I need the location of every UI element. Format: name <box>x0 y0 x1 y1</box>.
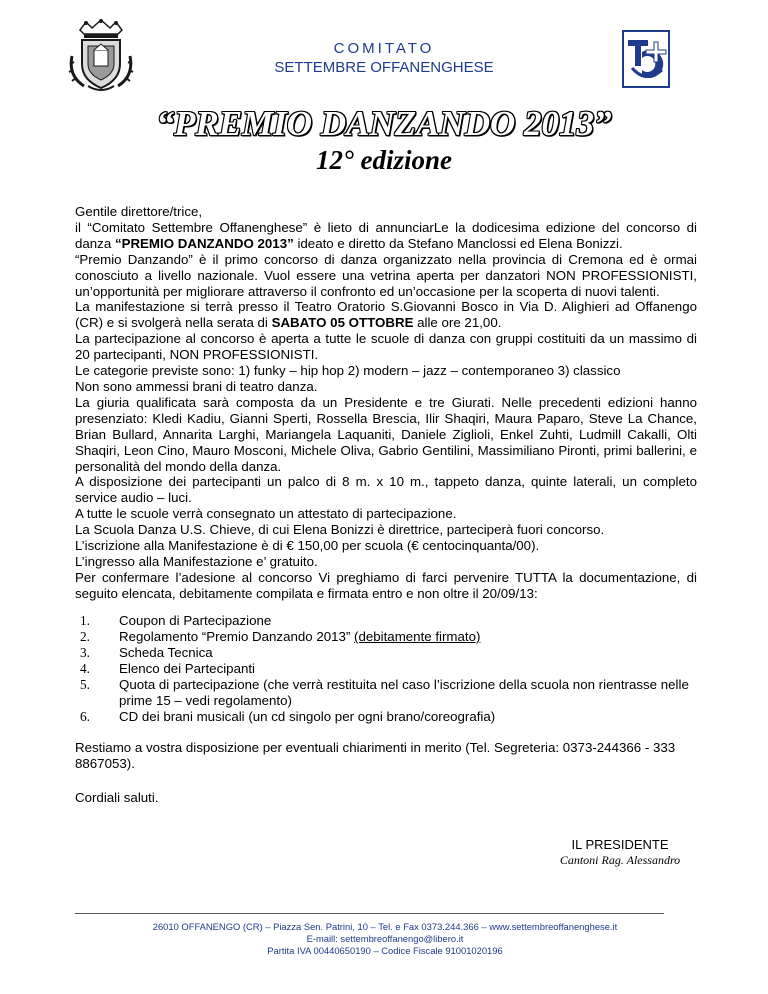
paragraph-categories: Le categorie previste sono: 1) funky – hip hop 2) modern – jazz – contemporaneo 3) classico <box>75 363 621 379</box>
footer-email: E-maill: settembreoffanengo@libero.it <box>306 933 464 944</box>
paragraph-jury: La giuria qualificata sarà composta da un Presidente e tre Giurati. Nelle precedenti edizioni hanno presenziato: Kledi Kadiu, Gianni Sperti, Rossella Brescia, Ilir Shaqiri, Maura Paparo, Steve La Chance, Brian Bullard, Annarita Larghi, Mariangela Laquaniti, Daniele Ziglioli, Enkel Zuhti, Ludmill Cakalli, Olti Shaqiri, Leon Cino, Mauro Mosconi, Michele Oliva, Gabrio Gentilini, Massimiliano Pironti, primi ballerini, e personalità del mondo della danza. <box>75 394 697 474</box>
venue-text-end: alle ore 21,00. <box>413 315 502 331</box>
footer-divider <box>75 913 664 914</box>
paragraph-exclusions: Non sono ammessi brani di teatro danza. <box>75 378 318 394</box>
paragraph-confirmation: Per confermare l’adesione al concorso Vi preghiamo di farci pervenire TUTTA la documentazione, di seguito elencata, debitamente compilata e firmata entro e non oltre il 20/09/13: <box>75 569 697 601</box>
signature-role: IL PRESIDENTE <box>571 837 669 852</box>
list-item-number: 5. <box>80 677 90 692</box>
paragraph-entry: L’ingresso alla Manifestazione e’ gratuito. <box>75 553 318 569</box>
event-date: SABATO 05 OTTOBRE <box>271 315 414 331</box>
paragraph-stage: A disposizione dei partecipanti un palco di 8 m. x 10 m., tappeto danza, quinte laterali, un completo service audio – luci. <box>75 474 697 506</box>
list-item <box>75 645 697 661</box>
edition-subtitle: 12° edizione <box>315 145 453 175</box>
paragraph-host-school: La Scuola Danza U.S. Chieve, di cui Elena Bonizzi è direttrice, parteciperà fuori concorso. <box>75 522 605 538</box>
organization-name-line2: SETTEMBRE OFFANENGHESE <box>274 59 494 76</box>
list-item-text: Coupon di Partecipazione <box>119 613 272 628</box>
regards: Cordiali saluti. <box>75 790 159 805</box>
contact-info: Restiamo a vostra disposizione per eventuali chiarimenti in merito (Tel. Segreteria: 0373-244366 - 333 8867053). <box>75 740 676 771</box>
list-item <box>75 677 697 709</box>
paragraph-venue <box>75 299 697 331</box>
list-item-text: CD dei brani musicali (un cd singolo per ogni brano/coreografia) <box>119 709 496 724</box>
paragraph-description: “Premio Danzando” è il primo concorso di danza organizzato nella provincia di Cremona ed è ormai conosciuto a livello nazionale. Vuol essere una vetrina aperta per danzatori NON PROFESSIONISTI, un’opportunità per migliorare attraverso il confronto ed un’occasione per la scoperta di nuovi talenti. <box>75 251 697 299</box>
municipal-crest-icon <box>66 16 136 94</box>
venue-text: La manifestazione si terrà presso il Teatro Oratorio S.Giovanni Bosco in Via D. Alighieri ad Offanengo (CR) e si svolgerà nella serata di <box>75 299 697 331</box>
footer-tax-info: Partita IVA 00440650190 – Codice Fiscale 91001020196 <box>267 945 503 956</box>
list-item <box>75 661 697 677</box>
paragraph-fee: L’iscrizione alla Manifestazione è di € 150,00 per scuola (€ centocinquanta/00). <box>75 538 540 554</box>
list-item-number: 4. <box>80 661 90 676</box>
paragraph-intro <box>75 220 697 252</box>
footer-address: 26010 OFFANENGO (CR) – Piazza Sen. Patrini, 10 – Tel. e Fax 0373.244.366 – www.settembreoffanenghese.it <box>152 921 618 932</box>
paragraph-certificate: A tutte le scuole verrà consegnato un attestato di partecipazione. <box>75 506 457 522</box>
list-item-number: 2. <box>80 629 90 644</box>
organization-name-line1: COMITATO <box>333 40 435 57</box>
letter-body <box>75 204 697 602</box>
list-item-text: Scheda Tecnica <box>119 645 213 660</box>
list-item-number: 1. <box>80 613 90 628</box>
intro-text-end: ideato e diretto da Stefano Manclossi ed Elena Bonizzi. <box>293 235 623 251</box>
list-item <box>75 629 697 645</box>
list-item-text: Elenco dei Partecipanti <box>119 661 256 676</box>
list-item-underlined-note: (debitamente firmato) <box>354 629 481 644</box>
list-item-text: Regolamento “Premio Danzando 2013” <box>119 629 355 644</box>
paragraph-participation: La partecipazione al concorso è aperta a tutte le scuole di danza con gruppi costituiti da un massimo di 20 partecipanti, NON PROFESSIONISTI. <box>75 331 697 363</box>
list-item-number: 6. <box>80 709 90 724</box>
event-title: “PREMIO DANZANDO 2013” <box>156 104 612 143</box>
intro-text: il “Comitato Settembre Offanenghese” è lieto di annunciarLe la dodicesima edizione del concorso di danza <box>75 219 697 251</box>
greeting: Gentile direttore/trice, <box>75 204 203 219</box>
list-item-number: 3. <box>80 645 90 660</box>
required-documents-list <box>75 613 697 725</box>
committee-logo-icon <box>622 30 670 88</box>
list-item <box>75 613 697 629</box>
list-item-text: Quota di partecipazione (che verrà restituita nel caso l’iscrizione della scuola non rientrasse nelle prime 15 – vedi regolamento) <box>119 677 689 708</box>
intro-bold-title: “PREMIO DANZANDO 2013” <box>114 235 294 251</box>
signature-name: Cantoni Rag. Alessandro <box>559 853 681 867</box>
list-item <box>75 709 697 725</box>
